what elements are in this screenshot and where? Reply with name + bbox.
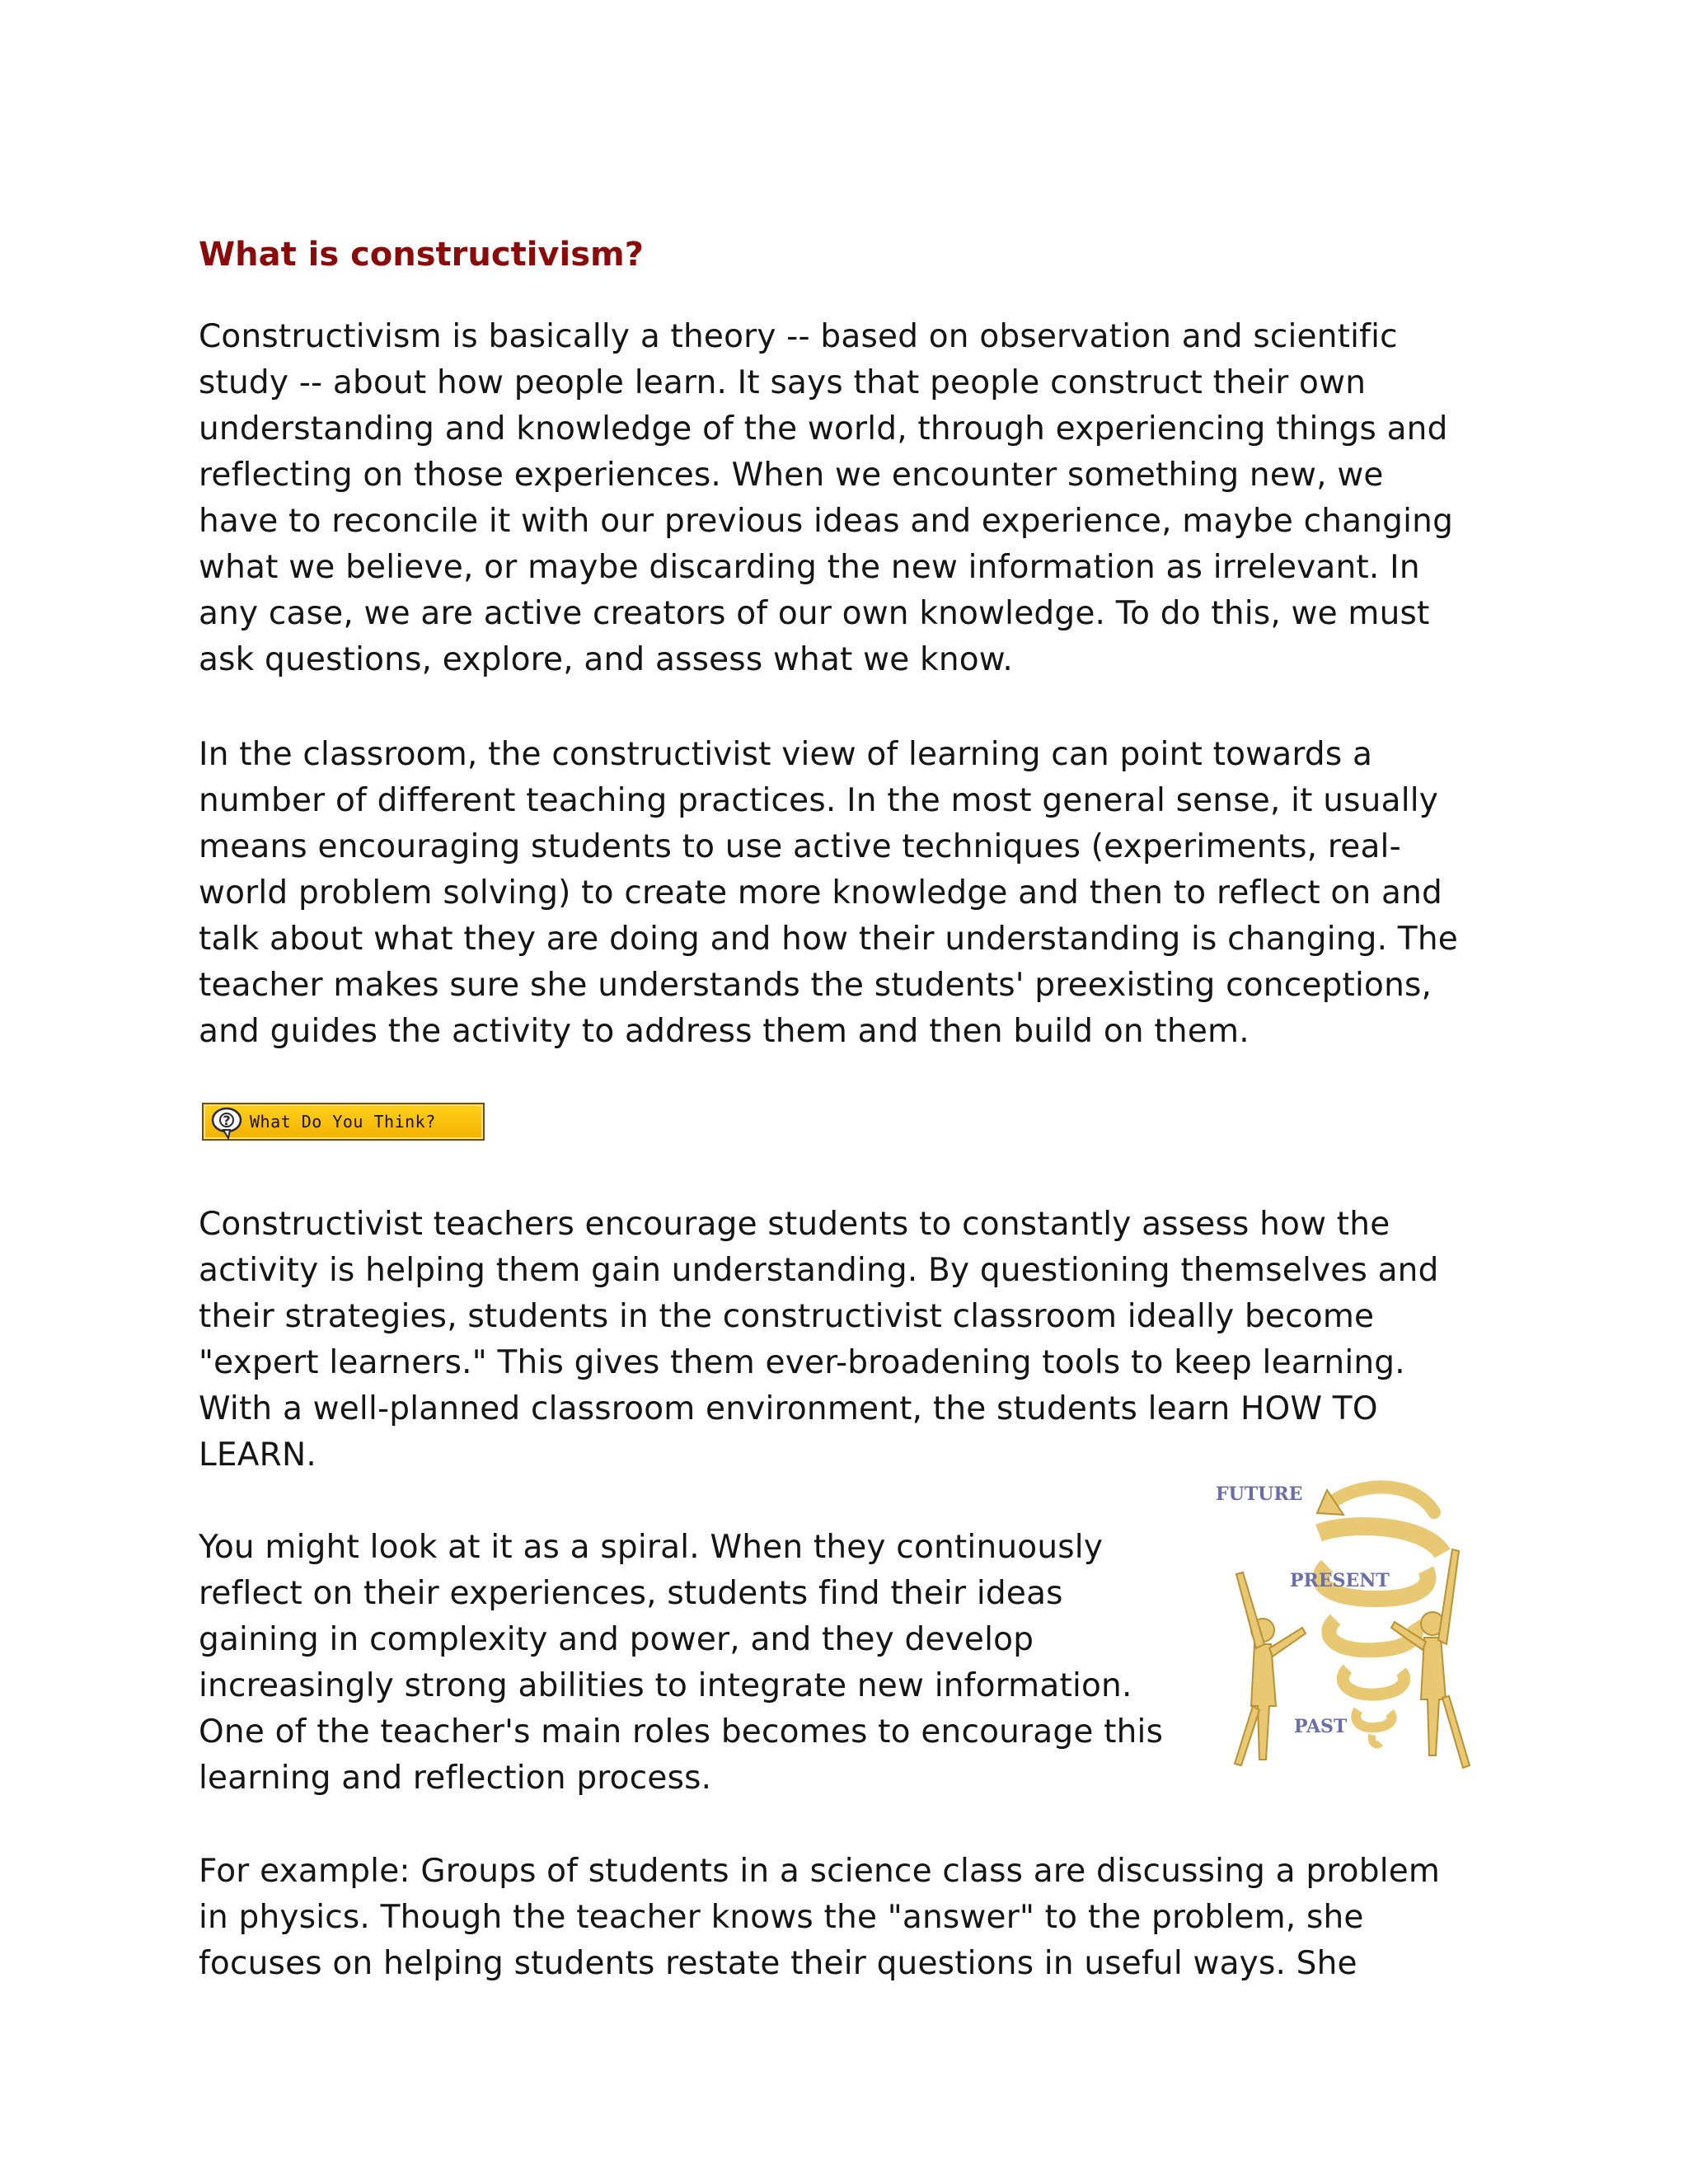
question-bubble-icon <box>204 1103 250 1141</box>
spiral-ribbon <box>1343 1669 1404 1694</box>
paragraph-example <box>199 1849 1440 1987</box>
text-line: "expert learners." This gives them ever-broadening tools to keep learning. <box>199 1344 1405 1381</box>
page-title: What is constructivism? <box>199 236 644 274</box>
text-line: focuses on helping students restate their questions in useful ways. She <box>199 1945 1357 1982</box>
what-do-you-think-button[interactable] <box>202 1103 485 1141</box>
paragraph-intro <box>199 314 1453 683</box>
text-line: activity is helping them gain understanding. By questioning themselves and <box>199 1252 1439 1289</box>
spiral-top-arc <box>1335 1487 1434 1512</box>
text-line: Constructivist teachers encourage students to constantly assess how the <box>199 1206 1390 1243</box>
text-line: number of different teaching practices. In the most general sense, it usually <box>199 782 1439 819</box>
text-line: LEARN. <box>199 1436 316 1474</box>
text-line: what we believe, or maybe discarding the new information as irrelevant. In <box>199 549 1420 586</box>
text-line: reflect on their experiences, students find their ideas <box>199 1575 1063 1612</box>
paragraph-classroom <box>199 732 1458 1055</box>
figure-label-future: FUTURE <box>1216 1483 1303 1505</box>
spiral-ribbon <box>1372 1735 1381 1745</box>
text-line: learning and reflection process. <box>199 1760 712 1797</box>
what-do-you-think-label: What Do You Think? <box>250 1112 436 1132</box>
text-line: world problem solving) to create more knowledge and then to reflect on and <box>199 874 1442 912</box>
paragraph-spiral <box>199 1525 1163 1802</box>
text-line: understanding and knowledge of the world, through experiencing things and <box>199 410 1448 448</box>
text-line: teacher makes sure she understands the students' preexisting conceptions, <box>199 967 1432 1004</box>
spiral-ribbon <box>1319 1526 1442 1554</box>
paragraph-expert-learners <box>199 1202 1439 1479</box>
text-line: With a well-planned classroom environment, the students learn HOW TO <box>199 1390 1378 1427</box>
text-line: their strategies, students in the constructivist classroom ideally become <box>199 1298 1375 1335</box>
text-line: have to reconcile it with our previous ideas and experience, maybe changing <box>199 503 1454 540</box>
text-line: and guides the activity to address them and then build on them. <box>199 1013 1250 1050</box>
spiral-ribbon <box>1356 1710 1391 1727</box>
text-line: means encouraging students to use active techniques (experiments, real- <box>199 828 1401 865</box>
spiral-illustration <box>1212 1475 1484 1776</box>
text-line: Constructivism is basically a theory -- based on observation and scientific <box>199 318 1398 355</box>
text-line: You might look at it as a spiral. When they continuously <box>199 1529 1104 1566</box>
text-line: For example: Groups of students in a science class are discussing a problem <box>199 1853 1441 1890</box>
text-line: reflecting on those experiences. When we encounter something new, we <box>199 457 1384 494</box>
text-line: gaining in complexity and power, and they develop <box>199 1621 1034 1658</box>
text-line: ask questions, explore, and assess what we know. <box>199 641 1013 678</box>
text-line: in physics. Though the teacher knows the "answer" to the problem, she <box>199 1899 1364 1936</box>
svg-text:?: ? <box>223 1113 231 1128</box>
figure-label-past: PAST <box>1294 1716 1348 1737</box>
text-line: any case, we are active creators of our own knowledge. To do this, we must <box>199 595 1430 632</box>
text-line: study -- about how people learn. It says that people construct their own <box>199 364 1367 401</box>
text-line: increasingly strong abilities to integrate new information. <box>199 1667 1132 1704</box>
text-line: One of the teacher's main roles becomes to encourage this <box>199 1713 1164 1750</box>
text-line: In the classroom, the constructivist view of learning can point towards a <box>199 736 1373 773</box>
figure-label-present: PRESENT <box>1290 1570 1390 1591</box>
text-line: talk about what they are doing and how their understanding is changing. The <box>199 921 1458 958</box>
